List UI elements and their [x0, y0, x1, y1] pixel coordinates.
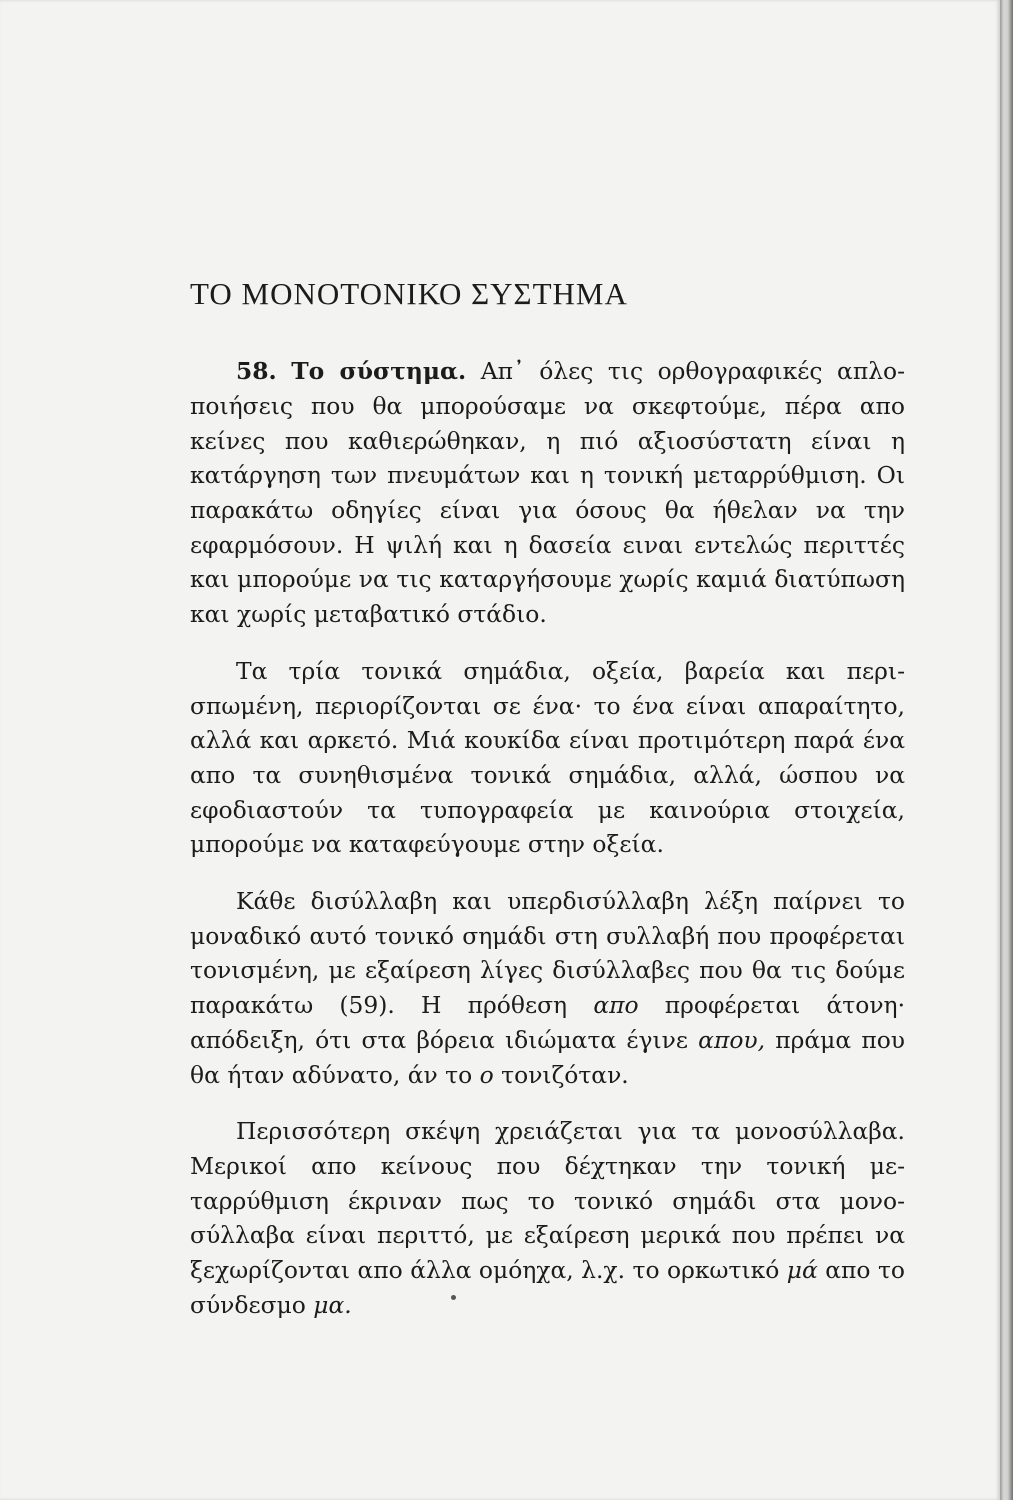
section-number: 58. [236, 357, 277, 386]
paragraph-3 [190, 884, 905, 1092]
paragraph-3-text-b: προφέρεται άτονη· απόδειξη, ότι στα βόρεια ιδιώματα έγινε [190, 991, 906, 1054]
paragraph-4-italic-ma-accent: μά [786, 1256, 818, 1285]
paragraph-3-text-a: Κάθε δισύλλαβη και υπερδισύλλαβη λέξη παίρνει το μοναδικό αυτό τονικό σημάδι στη συλλαβή που προφέρεται τονισμένη, με εξαίρεση λίγες δισύλλαβες που θα τις δούμε παρακάτω (59). Η πρόθεση [190, 887, 905, 1020]
paragraph-2: Τα τρία τονικά σημάδια, οξεία, βαρεία και περισπωμένη, περιορίζονται σε ένα· το ένα είναι απαραίτητο, αλλά και αρκετό. Μιά κουκίδα είναι προτιμότερη παρά ένα απο τα συνηθισμένα τονικά σημάδια, αλλά, ώσπου να εφοδιαστούν τα τυπογραφεία με καινούρια στοιχεία, μπορούμε να καταφεύγουμε στην οξεία. [190, 656, 905, 859]
paragraph-4 [190, 1114, 905, 1322]
paragraph-3-text-d: τονιζόταν. [493, 1060, 629, 1089]
paragraph-3-italic-apou: απου, [698, 1025, 766, 1054]
section-heading: Το σύστημα. [291, 357, 467, 386]
paragraph-3-italic-o: ο [479, 1060, 494, 1089]
paragraph-4-text-a: Περισσότερη σκέψη χρειάζεται για τα μονοσύλλαβα. Μερικοί απο κείνους που δέχτηκαν την τονική μεταρρύθμιση έκριναν πως το τονικό σημάδι στα μονοσύλλαβα είναι περιττό, με εξαίρεση μερικά που πρέπει να ξεχωρίζονται απο άλλα ομόηχα, λ.χ. το ορκωτικό [190, 1117, 905, 1285]
page-dot-mark [451, 1295, 456, 1300]
paragraph-4-italic-ma: μα. [313, 1290, 352, 1319]
paragraph-1-text: Απ᾽ όλες τις ορθογραφικές απλοποιήσεις που θα μπορούσαμε να σκεφτούμε, πέρα απο κείνες που καθιερώθηκαν, η πιό αξιοσύστατη είναι η κατάργηση των πνευμάτων και η τονική μεταρρύθμιση. Οι παρακάτω οδηγίες είναι για όσους θα ήθελαν να την εφαρμόσουν. Η ψιλή και η δασεία ειναι εντελώς περιττές και μπορούμε να τις καταργήσουμε χωρίς καμιά διατύπωση και χωρίς μεταβατικό στάδιο. [190, 357, 906, 629]
paragraph-4-text-b: απο το σύνδεσμο [190, 1256, 905, 1319]
page-title: ΤΟ ΜΟΝΟΤΟΝΙΚΟ ΣΥΣΤΗΜΑ [190, 276, 628, 311]
paragraph-3-italic-apo: απο [593, 991, 639, 1020]
paragraph-3-text-c: πράμα που θα ήταν αδύνατο, άν το [190, 1025, 905, 1089]
page-content [190, 275, 905, 1344]
paragraph-1 [190, 354, 905, 632]
page-edge-shadow [1000, 0, 1013, 1500]
